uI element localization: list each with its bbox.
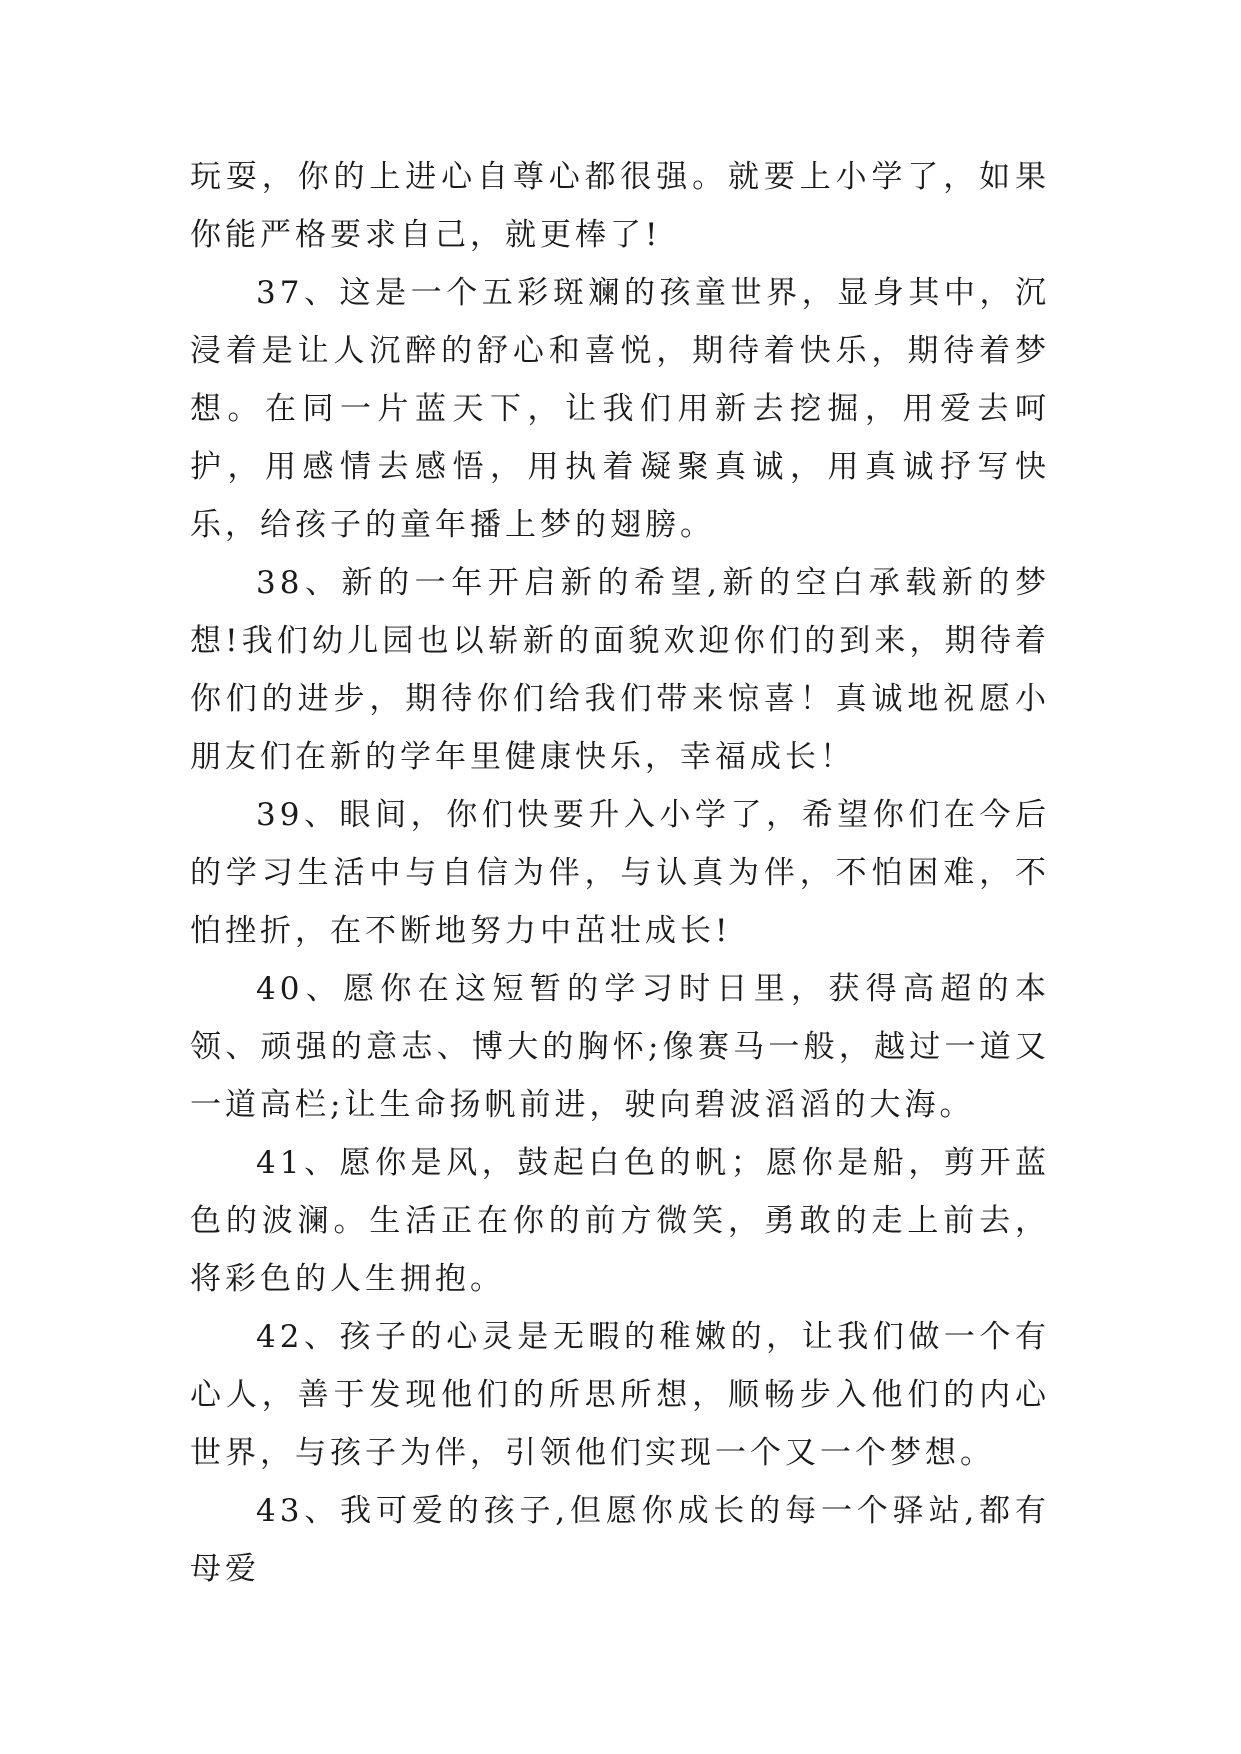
paragraph-43: 43、我可爱的孩子,但愿你成长的每一个驿站,都有母爱 <box>190 1493 1050 1587</box>
paragraph-41: 41、愿你是风，鼓起白色的帆；愿你是船，剪开蓝色的波澜。生活正在你的前方微笑，勇敢的走上前去，将彩色的人生拥抱。 <box>190 1145 1050 1297</box>
paragraph-37: 37、这是一个五彩斑斓的孩童世界，显身其中，沉浸着是让人沉醉的舒心和喜悦，期待着快乐，期待着梦想。在同一片蓝天下，让我们用新去挖掘，用爱去呵护，用感情去感悟，用执着凝聚真诚，用真诚抒写快乐，给孩子的童年播上梦的翅膀。 <box>190 275 1050 543</box>
document-page <box>190 148 1050 1598</box>
paragraph-39: 39、眼间，你们快要升入小学了，希望你们在今后的学习生活中与自信为伴，与认真为伴，不怕困难，不怕挫折，在不断地努力中茁壮成长! <box>190 797 1050 949</box>
paragraph-continued: 玩耍，你的上进心自尊心都很强。就要上小学了，如果你能严格要求自己，就更棒了! <box>190 159 1050 253</box>
paragraph-40: 40、愿你在这短暂的学习时日里，获得高超的本领、顽强的意志、博大的胸怀;像赛马一般，越过一道又一道高栏;让生命扬帆前进，驶向碧波滔滔的大海。 <box>190 971 1050 1123</box>
paragraph-42: 42、孩子的心灵是无暇的稚嫩的，让我们做一个有心人，善于发现他们的所思所想，顺畅步入他们的内心世界，与孩子为伴，引领他们实现一个又一个梦想。 <box>190 1319 1050 1471</box>
paragraph-38: 38、新的一年开启新的希望,新的空白承载新的梦想!我们幼儿园也以崭新的面貌欢迎你们的到来，期待着你们的进步，期待你们给我们带来惊喜！真诚地祝愿小朋友们在新的学年里健康快乐，幸福成长！ <box>190 565 1050 775</box>
